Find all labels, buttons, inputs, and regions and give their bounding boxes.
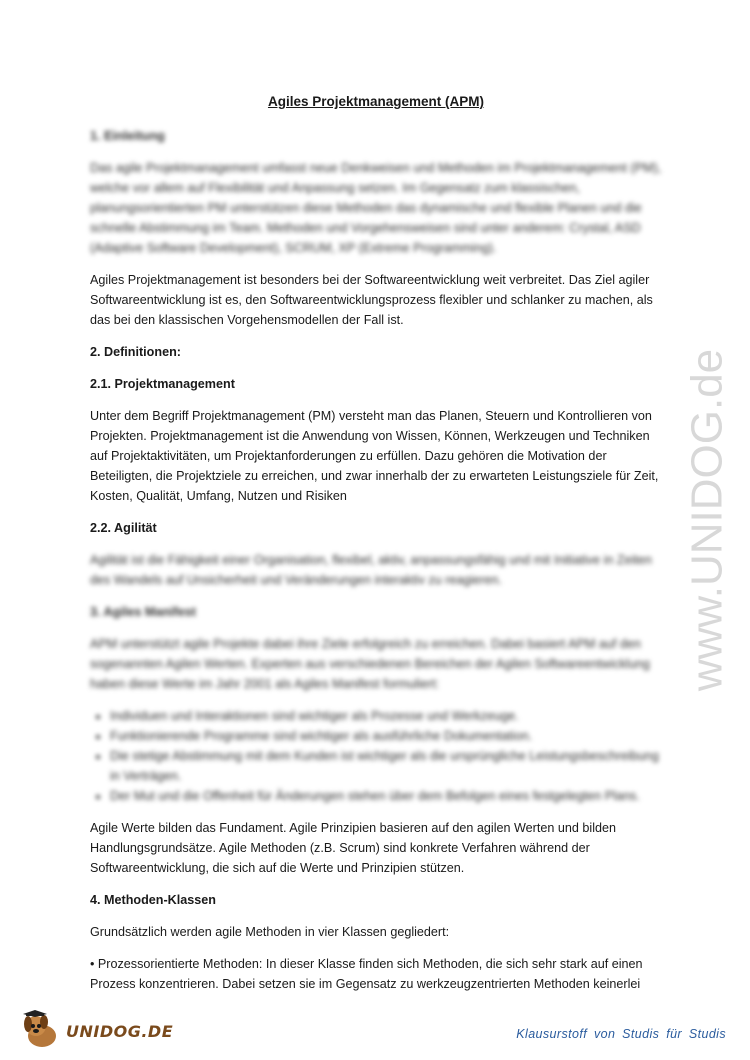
paragraph: Agile Werte bilden das Fundament. Agile Prinzipien basieren auf den agilen Werten und bilden Handlungsgrundsätze. Agile Methoden (z.B. Scrum) sind konkrete Verfahren während der Softwareentwicklung, die sich auf die Werte und Prinzipien stützen. [90, 821, 617, 875]
watermark [682, 290, 732, 750]
section-heading: 2. Definitionen: [90, 345, 181, 359]
list-item: • Die stetige Abstimmung mit dem Kunden ist wichtiger als die ursprüngliche Leistungsbeschreibung in Verträgen. [110, 746, 662, 786]
paragraph: APM unterstützt agile Projekte dabei ihre Ziele erfolgreich zu erreichen. Dabei basiert APM auf den sogenannten Agilen Werten. Experten aus verschiedenen Bereichen der Agilen Softwareentwicklung haben diese Werte im Jahr 2001 als Agiles Manifest formuliert: [90, 637, 650, 691]
document-title: Agiles Projektmanagement (APM) [267, 94, 485, 109]
logo-text: UNIDOG.DE [66, 1022, 174, 1041]
section-heading: 3. Agiles Manifest [90, 605, 196, 619]
list-item: • Der Mut und die Offenheit für Änderungen stehen über dem Befolgen eines festgelegten Plans. [110, 786, 662, 806]
watermark-text: www.UNIDOG.de [682, 348, 732, 692]
paragraph: Agiles Projektmanagement ist besonders bei der Softwareentwicklung weit verbreitet. Das Ziel agiler Softwareentwicklung ist es, den Softwareentwicklungsprozess flexibler und schlanker zu machen, als das bei den klassischen Vorgehensmodellen der Fall ist. [90, 273, 653, 327]
list-item: • Funktionierende Programme sind wichtiger als ausführliche Dokumentation. [110, 726, 662, 746]
section-heading: 4. Methoden-Klassen [90, 893, 216, 907]
paragraph: Das agile Projektmanagement umfasst neue Denkweisen und Methoden im Projektmanagement (PM), welche vor allem auf Flexibilität und Anpassung setzen. Im Gegensatz zum klassischen, planungsorientierten PM unterstützen diese Methoden das dynamische und flexible Planen und die schnelle Abstimmung im Team. Methoden und Vorgehensweisen sind unter anderem: Crystal, ASD (Adaptive Software Development), SCRUM, XP (Extreme Programming). [90, 161, 662, 255]
bullet-list [90, 706, 662, 806]
list-item: • Individuen und Interaktionen sind wichtiger als Prozesse und Werkzeuge. [110, 706, 662, 726]
paragraph: Unter dem Begriff Projektmanagement (PM) versteht man das Planen, Steuern und Kontrollieren von Projekten. Projektmanagement ist die Anwendung von Wissen, Können, Werkzeugen und Techniken auf Projektaktivitäten, um Projektanforderungen zu erfüllen. Dazu gehören die Motivation der Beteiligten, die Projektziele zu erreichen, und zwar innerhalb der zu erwarteten Leistungsziele für Zeit, Kosten, Qualität, Umfang, Nutzen und Risiken [90, 409, 659, 503]
footer-logo [20, 1010, 190, 1050]
paragraph: • Prozessorientierte Methoden: In dieser Klasse finden sich Methoden, die sich sehr stark auf einen Prozess konzentrieren. Dabei setzen sie im Gegensatz zu werkzeugzentrierten Methoden keinerlei [90, 957, 643, 991]
paragraph: Agilität ist die Fähigkeit einer Organisation, flexibel, aktiv, anpassungsfähig und mit Initiative in Zeiten des Wandels auf Unsicherheit und Veränderungen interaktiv zu reagieren. [90, 553, 652, 587]
document-content [90, 92, 662, 1006]
dog-mascot-icon [20, 1010, 66, 1050]
footer-tagline: Klausurstoff von Studis für Studis [516, 1027, 726, 1041]
section-heading: 1. Einleitung [90, 129, 165, 143]
paragraph: Grundsätzlich werden agile Methoden in vier Klassen gegliedert: [90, 925, 450, 939]
section-heading: 2.1. Projektmanagement [90, 377, 235, 391]
section-heading: 2.2. Agilität [90, 521, 157, 535]
watermark-svg [682, 290, 732, 750]
